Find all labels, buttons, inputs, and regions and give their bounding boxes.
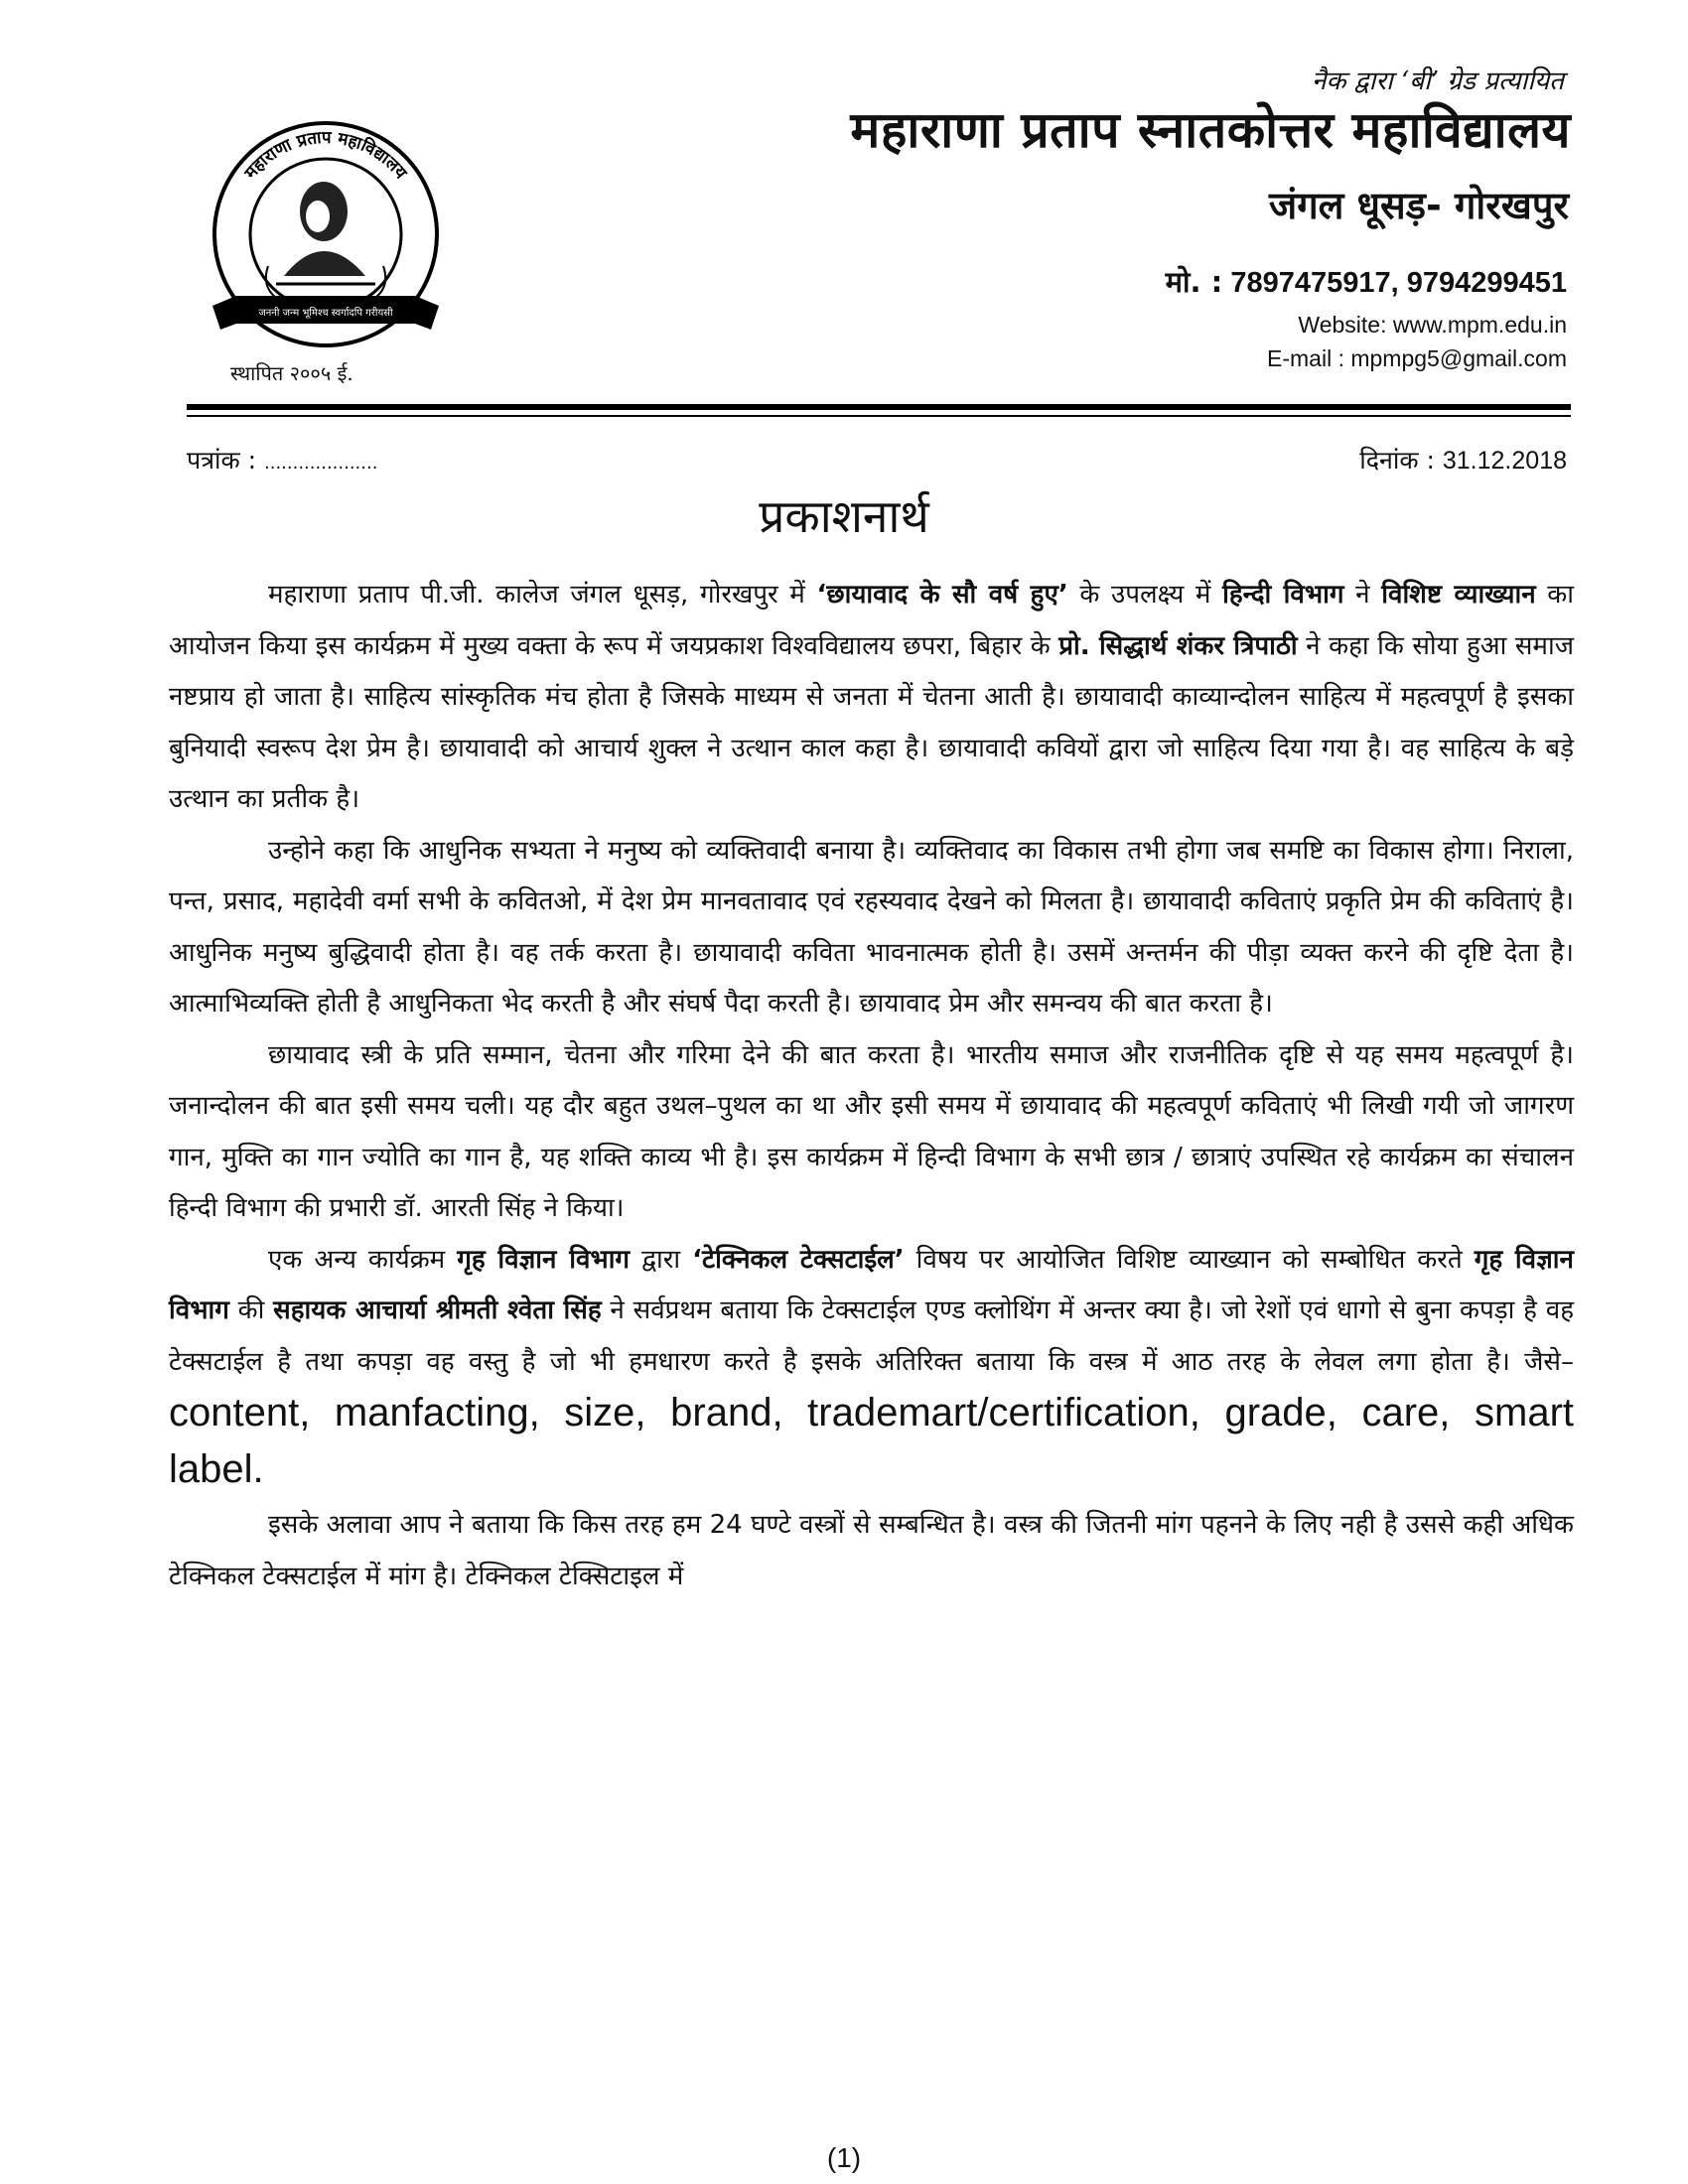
text-run: की	[228, 1296, 274, 1325]
text-run: ने सर्वप्रथम बताया कि टेक्सटाईल एण्ड क्लोथिंग में अन्तर क्या है। जो रेशों एवं धागो से बुना कपड़ा है वह टेक्सटाईल है तथा कपड़ा वह वस्तु है जो भी हमधारण करते है इसके अतिरिक्त बताया कि वस्त्र में आठ तरह के लेवल लगा होता है। जैसे–	[169, 1296, 1575, 1377]
text-run: ने कहा कि सोया हुआ समाज नष्टप्राय हो जाता है। साहित्य सांस्कृतिक मंच होता है जिसके माध्यम से जनता में चेतना आती है। छायावादी काव्यान्दोलन साहित्य में महत्वपूर्ण है इसका बुनियादी स्वरूप देश प्रेम है। छायावादी को आचार्य शुक्ल ने उत्थान काल कहा है। छायावादी कवियों द्वारा जो साहित्य दिया गया है। वह साहित्य के बड़े उत्थान का प्रतीक है।	[169, 630, 1574, 814]
header-rule-thick	[187, 404, 1571, 410]
college-seal-logo	[207, 117, 445, 355]
seal-ring-text: महाराणा प्रताप महाविद्यालय	[240, 127, 411, 184]
english-label-list: content, manfacting, size, brand, trademart/certification, grade, care, smart label.	[169, 1391, 1574, 1491]
email-line: E-mail : mpmpg5@gmail.com	[1267, 345, 1567, 371]
text-run: उन्होने कहा कि आधुनिक सभ्यता ने मनुष्य को व्यक्तिवादी बनाया है। व्यक्तिवाद का विकास तभी होगा जब समष्टि का विकास होगा। निराला, पन्त, प्रसाद, महादेवी वर्मा सभी के कवितओ, में देश प्रेम मानवतावाद एवं रहस्यवाद देखने को मिलता है। छायावादी कविताएं प्रकृति प्रेम की कविताएं है। आधुनिक मनुष्य बुद्धिवादी होता है। वह तर्क करता है। छायावादी कविता भावनात्मक होती है। उसमें अन्तर्मन की पीड़ा व्यक्त करने की दृष्टि देता है। आत्माभिव्यक्ति होती है आधुनिकता भेद करती है और संघर्ष पैदा करती है। छायावाद प्रेम और समन्वय की बात करता है।	[169, 835, 1574, 1019]
letter-body	[169, 570, 1574, 1602]
phone-label: मो. :	[1165, 265, 1223, 299]
text-run: के उपलक्ष्य में	[1067, 580, 1223, 610]
bold-phrase: गृह विज्ञान विभाग	[457, 1244, 631, 1275]
svg-text:महाराणा प्रताप महाविद्यालय	[240, 128, 411, 184]
text-run: का आयोजन किया इस कार्यक्रम में मुख्य वक्ता के रूप में जयप्रकाश विश्वविद्यालय छपरा, बिहार के	[169, 580, 1574, 661]
text-run: छायावाद स्त्री के प्रति सम्मान, चेतना और गरिमा देने की बात करता है। भारतीय समाज और राजनीतिक दृष्टि से यह समय महत्वपूर्ण है। जनान्दोलन की बात इसी समय चली। यह दौर बहुत उथल–पुथल का था और इसी समय में छायावाद की महत्वपूर्ण कविताएं भी लिखी गयी जो जागरण गान, मुक्ति का गान ज्योति का गान है, यह शक्ति काव्य भी है। इस कार्यक्रम में हिन्दी विभाग के सभी छात्र / छात्राएं उपस्थित रहे कार्यक्रम का संचालन हिन्दी विभाग की प्रभारी डॉ. आरती सिंह ने किया।	[169, 1039, 1574, 1223]
text-run: महाराणा प्रताप पी.जी. कालेज जंगल धूसड़, गोरखपुर में	[268, 580, 817, 610]
body-paragraph	[169, 570, 1574, 826]
text-run: ने	[1343, 580, 1382, 610]
bold-phrase: गृह विज्ञान विभाग	[169, 1244, 1574, 1325]
bold-phrase: ‘टेक्निकल टेक्सटाईल’	[692, 1244, 905, 1275]
text-run: विषय पर आयोजित विशिष्ट व्याख्यान को सम्बोधित करते	[904, 1244, 1475, 1275]
body-paragraph	[169, 826, 1574, 1030]
bold-phrase: सहायक आचार्या श्रीमती श्वेता सिंह	[273, 1296, 602, 1325]
college-location: जंगल धूसड़- गोरखपुर	[1269, 184, 1569, 227]
page-number: (1)	[826, 2142, 862, 2173]
text-run: द्वारा	[630, 1244, 693, 1275]
body-paragraph	[169, 1030, 1574, 1235]
press-release-title: प्रकाशनार्थ	[759, 489, 929, 543]
reference-number	[187, 443, 377, 477]
body-paragraph	[169, 1500, 1574, 1602]
seal-motto: जननी जन्म भूमिश्च स्वर्गादपि गरीयसी	[258, 308, 393, 319]
established-year: स्थापित २००५ ई.	[230, 361, 353, 385]
bold-phrase: हिन्दी विभाग	[1222, 580, 1344, 610]
accreditation-line: नैक द्वारा ‘बी’ ग्रेड प्रत्यायित	[1312, 67, 1564, 96]
website-line: Website: www.mpm.edu.in	[1298, 312, 1567, 338]
bold-phrase: ‘छायावाद के सौ वर्ष हुए’	[816, 580, 1068, 610]
date-label: दिनांक :	[1359, 446, 1435, 475]
header-rule-thin	[187, 415, 1571, 417]
date-value: 31.12.2018	[1442, 447, 1567, 475]
bold-phrase: विशिष्ट व्याख्यान	[1381, 580, 1536, 610]
text-run: एक अन्य कार्यक्रम	[268, 1244, 458, 1275]
phone-numbers: 7897475917, 9794299451	[1230, 267, 1567, 299]
letter-date	[1359, 443, 1567, 477]
ref-blank: ....................	[264, 453, 378, 474]
ref-label: पत्रांक :	[187, 446, 257, 475]
contact-phone	[1166, 262, 1567, 301]
body-paragraph	[169, 1235, 1574, 1501]
text-run: इसके अलावा आप ने बताया कि किस तरह हम 24 घण्टे वस्त्रों से सम्बन्धित है। वस्त्र की जितनी मांग पहनने के लिए नही है उससे कही अधिक टेक्निकल टेक्सटाईल में मांग है। टेक्निकल टेक्सिटाइल में	[169, 1510, 1574, 1591]
bold-phrase: प्रो. सिद्धार्थ शंकर त्रिपाठी	[1058, 630, 1298, 661]
college-name: महाराणा प्रताप स्नातकोत्तर महाविद्यालय	[850, 101, 1571, 159]
